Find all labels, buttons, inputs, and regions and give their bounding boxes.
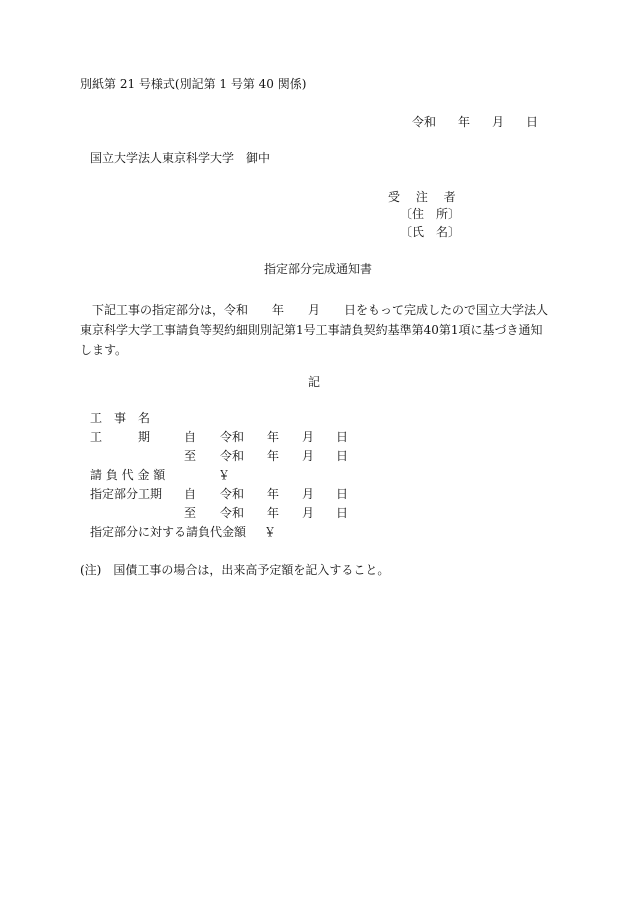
issue-date-era: 令和 [412,115,437,129]
period-to-day: 日 [336,449,349,463]
contractor-name: 〔氏 名〕 [400,225,461,239]
partial-period-to-month: 月 [302,506,315,520]
footnote: (注) 国債工事の場合は，出来高予定額を記入すること。 [80,563,390,577]
partial-amount-label: 指定部分に対する請負代金額 [90,525,247,539]
contract-amount-currency: ￥ [218,468,231,482]
partial-period-to-era: 令和 [220,506,245,520]
notice-body: 下記工事の指定部分は，令和 年 月 日をもって完成したので国立大学法人東京科学大学工事請負等契約細則別記第1号工事請負契約基準第40第1項に基づき通知します。 [80,303,549,357]
contractor-label: 受 注 者 [388,190,462,204]
issue-date-month: 月 [492,115,505,129]
partial-period-label: 指定部分工期 [90,487,163,501]
period-from-era: 令和 [220,430,245,444]
period-to-year: 年 [267,449,280,463]
document-title: 指定部分完成通知書 [264,262,373,276]
form-number-label: 別紙第 21 号様式(別記第 1 号第 40 関係) [80,77,307,91]
issue-date-year: 年 [458,115,471,129]
partial-period-from-marker: 自 [184,487,197,501]
partial-period-from-era: 令和 [220,487,245,501]
record-mark: 記 [308,375,321,389]
partial-period-to-day: 日 [336,506,349,520]
issue-date-day: 日 [526,115,539,129]
partial-period-to-year: 年 [267,506,280,520]
period-to-month: 月 [302,449,315,463]
period-to-marker: 至 [184,449,197,463]
addressee: 国立大学法人東京科学大学 御中 [90,151,271,165]
partial-period-from-month: 月 [302,487,315,501]
period-label: 工 期 [90,430,151,444]
period-from-day: 日 [336,430,349,444]
work-name-label: 工 事 名 [90,411,151,425]
partial-period-from-year: 年 [267,487,280,501]
issue-date [412,116,538,128]
partial-period-from-day: 日 [336,487,349,501]
period-to-era: 令和 [220,449,245,463]
period-from-month: 月 [302,430,315,444]
partial-period-to-marker: 至 [184,506,197,520]
period-from-marker: 自 [184,430,197,444]
period-from-year: 年 [267,430,280,444]
contract-amount-label: 請 負 代 金 額 [90,468,166,482]
contractor-address: 〔住 所〕 [400,207,461,221]
partial-amount-currency: ￥ [264,525,277,539]
